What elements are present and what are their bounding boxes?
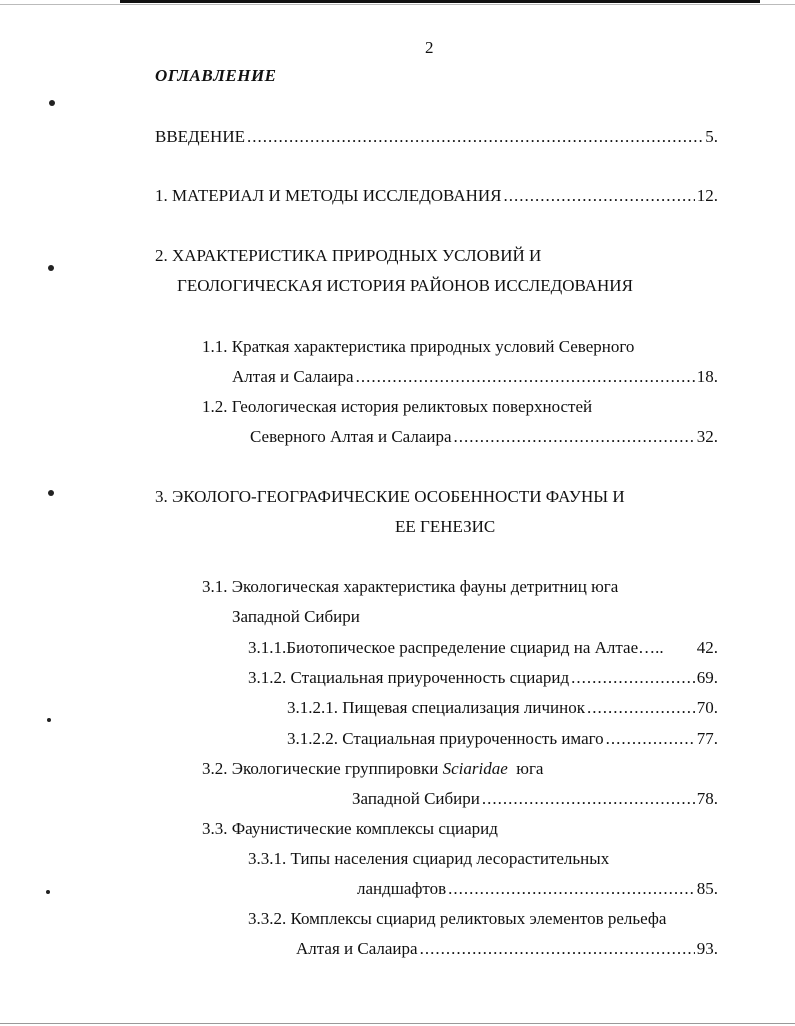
toc-entry-s3-1-1 [248, 638, 718, 658]
leader-dots [606, 729, 695, 749]
toc-entry-s1-2-line2 [250, 427, 718, 447]
binding-hole-mark [46, 890, 50, 894]
toc-entry-text: 1. МАТЕРИАЛ И МЕТОДЫ ИССЛЕДОВАНИЯ [155, 186, 502, 205]
toc-entry-s3-2-line1 [202, 759, 543, 779]
binding-hole-mark [47, 718, 51, 722]
binding-hole-mark [48, 265, 54, 271]
toc-entry-page: 70. [696, 698, 718, 717]
toc-entry-s3-3-1-line1: 3.3.1. Типы населения сциарид лесорастительных [248, 849, 610, 868]
leader-dots [454, 427, 695, 447]
toc-entry-text: ВВЕДЕНИЕ [155, 127, 245, 146]
toc-entry-text: ландшафтов [357, 879, 447, 898]
toc-entry-page: 18. [696, 367, 718, 386]
toc-entry-page: 32. [696, 427, 718, 446]
toc-entry-page: 85. [696, 879, 718, 898]
toc-entry-page: 77. [696, 729, 718, 748]
toc-entry-page: 42. [696, 638, 718, 657]
toc-entry-text: юга [507, 759, 544, 778]
toc-entry-page: 69. [696, 668, 718, 687]
toc-entry-text: 3.1.1.Биотопическое распределение сциарид на Алтае….. [248, 638, 664, 657]
leader-dots [571, 668, 695, 688]
toc-entry-page: 12. [696, 186, 718, 205]
toc-entry-text: 3.2. Экологические группировки [202, 759, 443, 778]
leader-dots [356, 367, 695, 387]
toc-entry-text: 3.1.2.2. Стациальная приуроченность имаго [287, 729, 604, 748]
toc-entry-text: 3.1.2.1. Пищевая специализация личинок [287, 698, 585, 717]
toc-entry-s3-3-1-line2 [357, 879, 718, 899]
toc-entry-s3-3: 3.3. Фаунистические комплексы сциарид [202, 819, 498, 838]
toc-entry-s3-1-2-2 [287, 729, 718, 749]
toc-entry-s3-1-line1: 3.1. Экологическая характеристика фауны детритниц юга [202, 577, 619, 596]
toc-entry-s3-2-line2 [352, 789, 718, 809]
toc-entry-s3-1-2 [248, 668, 718, 688]
leader-dots [482, 789, 695, 809]
toc-entry-text: 3.1.2. Стациальная приуроченность сциарид [248, 668, 570, 687]
toc-entry-ch2-line1: 2. ХАРАКТЕРИСТИКА ПРИРОДНЫХ УСЛОВИЙ И [155, 246, 542, 265]
page-number: 2 [425, 38, 434, 57]
taxon-name: Sciaridae [442, 759, 508, 778]
toc-entry-s3-3-2-line1: 3.3.2. Комплексы сциарид реликтовых элементов рельефа [248, 909, 667, 928]
leader-dots [448, 879, 695, 899]
scan-top-edge [0, 4, 795, 5]
scan-top-border [120, 0, 760, 3]
toc-entry-s1-1-line2 [232, 367, 718, 387]
scan-bottom-edge [0, 1023, 795, 1024]
toc-entry-s3-3-2-line2 [296, 939, 718, 959]
leader-dots [420, 939, 695, 959]
toc-entry-s1-2-line1: 1.2. Геологическая история реликтовых поверхностей [202, 397, 593, 416]
toc-entry-intro [155, 127, 718, 147]
toc-entry-s1-1-line1: 1.1. Краткая характеристика природных условий Северного [202, 337, 635, 356]
leader-dots [504, 186, 695, 206]
toc-entry-text: Алтая и Салаира [296, 939, 418, 958]
toc-entry-page: 78. [696, 789, 718, 808]
toc-entry-ch1 [155, 186, 718, 206]
toc-entry-ch3-line2: ЕЕ ГЕНЕЗИС [395, 517, 496, 536]
toc-entry-page: 5. [705, 127, 718, 146]
leader-dots [247, 127, 703, 147]
toc-entry-ch2-line2: ГЕОЛОГИЧЕСКАЯ ИСТОРИЯ РАЙОНОВ ИССЛЕДОВАНИЯ [177, 276, 633, 295]
toc-entry-ch3-line1: 3. ЭКОЛОГО-ГЕОГРАФИЧЕСКИЕ ОСОБЕННОСТИ ФАУНЫ И [155, 487, 625, 506]
toc-entry-text: Северного Алтая и Салаира [250, 427, 452, 446]
page-title: ОГЛАВЛЕНИЕ [155, 66, 277, 85]
toc-entry-page: 93. [696, 939, 718, 958]
toc-entry-s3-1-line2: Западной Сибири [232, 607, 360, 626]
leader-dots [587, 698, 695, 718]
toc-entry-s3-1-2-1 [287, 698, 718, 718]
binding-hole-mark [48, 490, 54, 496]
toc-entry-text: Алтая и Салаира [232, 367, 354, 386]
toc-entry-text: Западной Сибири [352, 789, 480, 808]
binding-hole-mark [49, 100, 55, 106]
